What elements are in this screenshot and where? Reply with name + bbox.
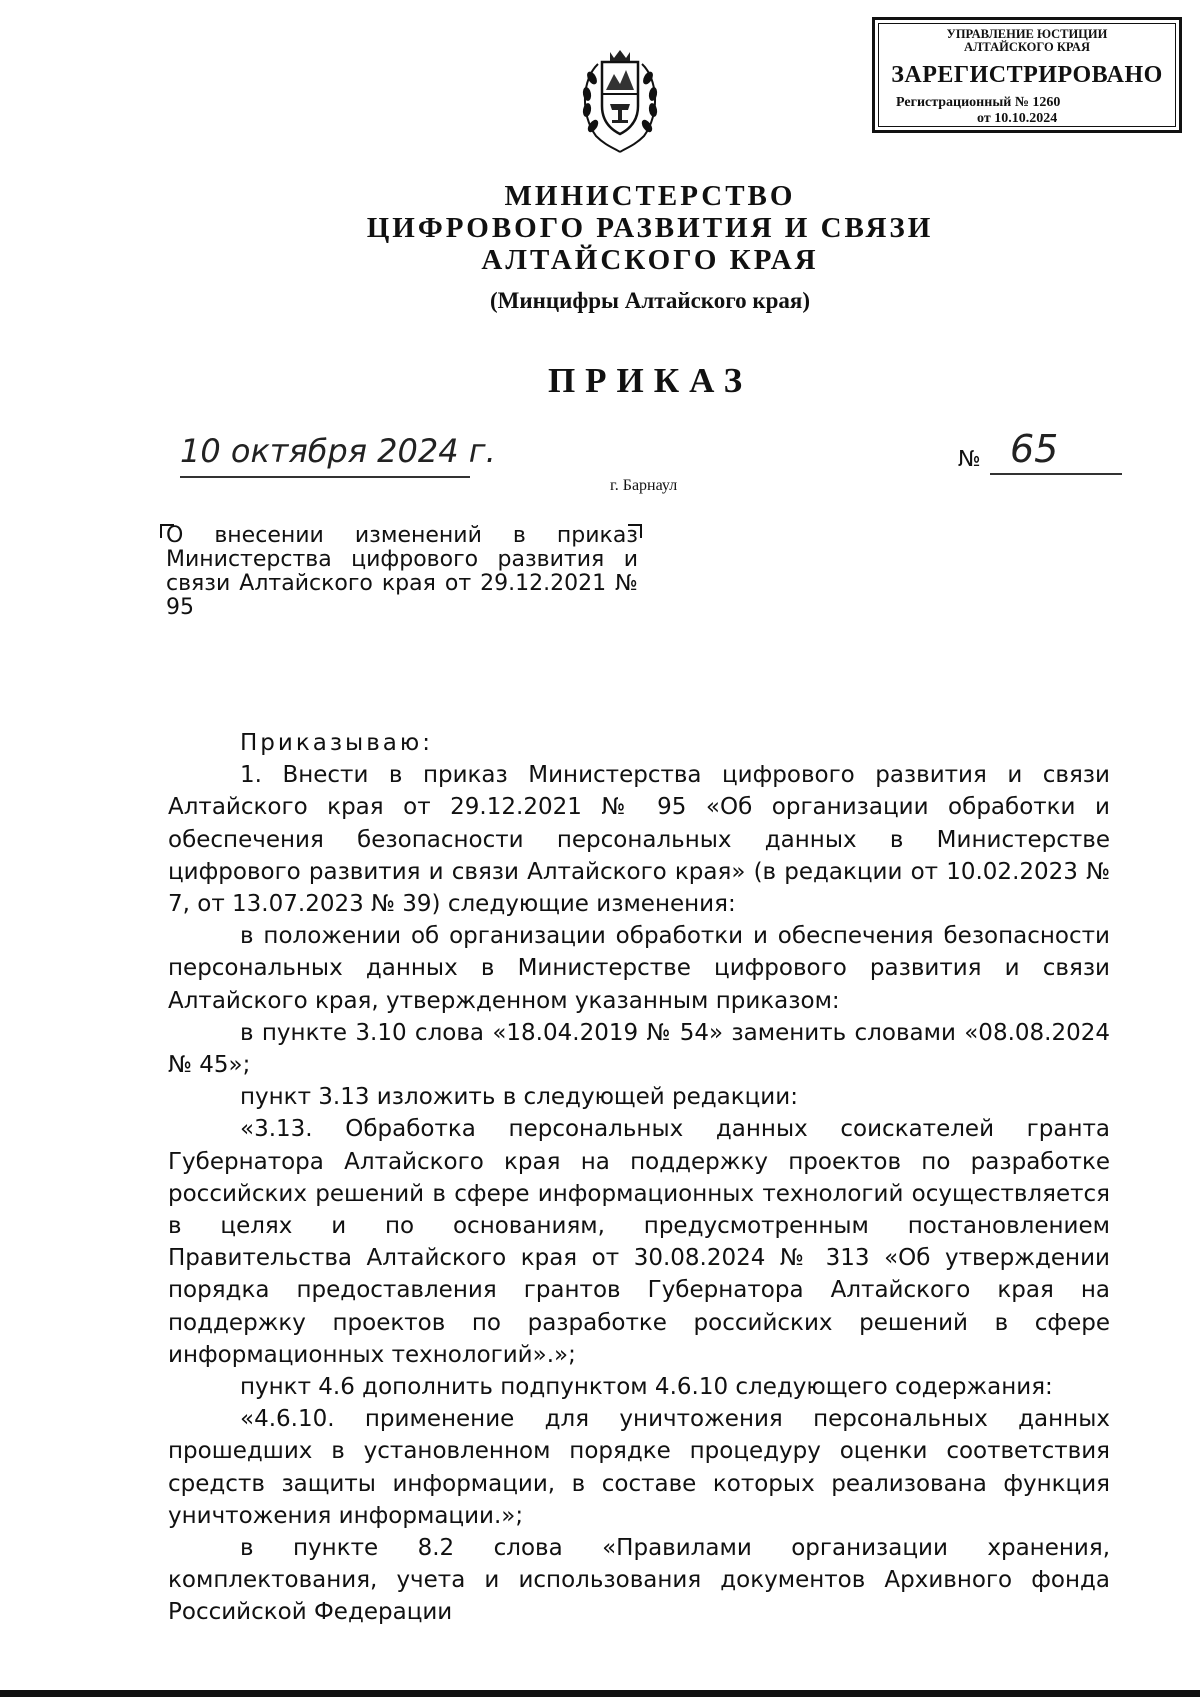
scan-edge: [0, 1690, 1200, 1697]
ministry-name-line2: ЦИФРОВОГО РАЗВИТИЯ И СВЯЗИ: [366, 212, 934, 244]
stamp-reg-date: от 10.10.2024: [977, 111, 1058, 126]
handwritten-number: 65: [1010, 427, 1059, 471]
stamp-reg-number: Регистрационный № 1260: [896, 95, 1061, 110]
coat-of-arms-icon: [578, 44, 662, 154]
document-type-title: ПРИКАЗ: [547, 361, 753, 400]
document-subject: О внесении изменений в приказ Министерства цифрового развития и связи Алтайского края от 29.12.2021 № 95: [166, 523, 638, 620]
stamp-line2: АЛТАЙСКОГО КРАЯ: [964, 40, 1090, 54]
document-body: [168, 727, 1110, 1629]
stamp-status: ЗАРЕГИСТРИРОВАНО: [891, 62, 1163, 88]
paragraph-8: в пункте 8.2 слова «Правилами организации хранения, комплектования, учета и использования документов Архивного фонда Российской Федерации: [168, 1535, 1110, 1626]
paragraph-5: «3.13. Обработка персональных данных соискателей гранта Губернатора Алтайского края на поддержку проектов по разработке российских решений в сфере информационных технологий осуществляется в целях и по основаниям, предусмотренным постановлением Правительства Алтайского края от 30.08.2024 № 313 «Об утверждении порядка предоставления грантов Губернатора Алтайского края на поддержку проектов по разработке российских решений в сфере информационных технологий».»;: [168, 1116, 1110, 1368]
date-underline: [180, 476, 470, 478]
ministry-name-line3: АЛТАЙСКОГО КРАЯ: [481, 244, 819, 276]
city-label: г. Барнаул: [610, 477, 678, 494]
paragraph-1: 1. Внести в приказ Министерства цифрового развития и связи Алтайского края от 29.12.2021 № 95 «Об организации обработки и обеспечения безопасности персональных данных в Министерстве цифрового развития и связи Алтайского края» (в редакции от 10.02.2023 № 7, от 13.07.2023 № 39) следующие изменения:: [168, 762, 1110, 918]
paragraph-4: пункт 3.13 изложить в следующей редакции:: [240, 1084, 798, 1111]
paragraph-3: в пункте 3.10 слова «18.04.2019 № 54» заменить словами «08.08.2024 № 45»;: [168, 1019, 1110, 1079]
registration-stamp: [872, 17, 1182, 133]
handwritten-date: 10 октября 2024 г.: [180, 432, 496, 470]
number-underline: [990, 473, 1122, 475]
number-label: №: [958, 447, 981, 472]
ministry-name-line1: МИНИСТЕРСТВО: [504, 180, 796, 212]
ministry-short-name: (Минцифры Алтайского края): [489, 288, 811, 313]
order-word: Приказываю:: [240, 730, 433, 756]
stamp-line1: УПРАВЛЕНИЕ ЮСТИЦИИ: [946, 27, 1108, 41]
paragraph-6: пункт 4.6 дополнить подпунктом 4.6.10 следующего содержания:: [240, 1374, 1053, 1401]
paragraph-2: в положении об организации обработки и обеспечения безопасности персональных данных в Министерстве цифрового развития и связи Алтайского края, утвержденном указанным приказом:: [168, 923, 1110, 1014]
paragraph-7: «4.6.10. применение для уничтожения персональных данных прошедших в установленном порядке процедуру оценки соответствия средств защиты информации, в составе которых реализована функция уничтожения информации.»;: [168, 1406, 1110, 1529]
